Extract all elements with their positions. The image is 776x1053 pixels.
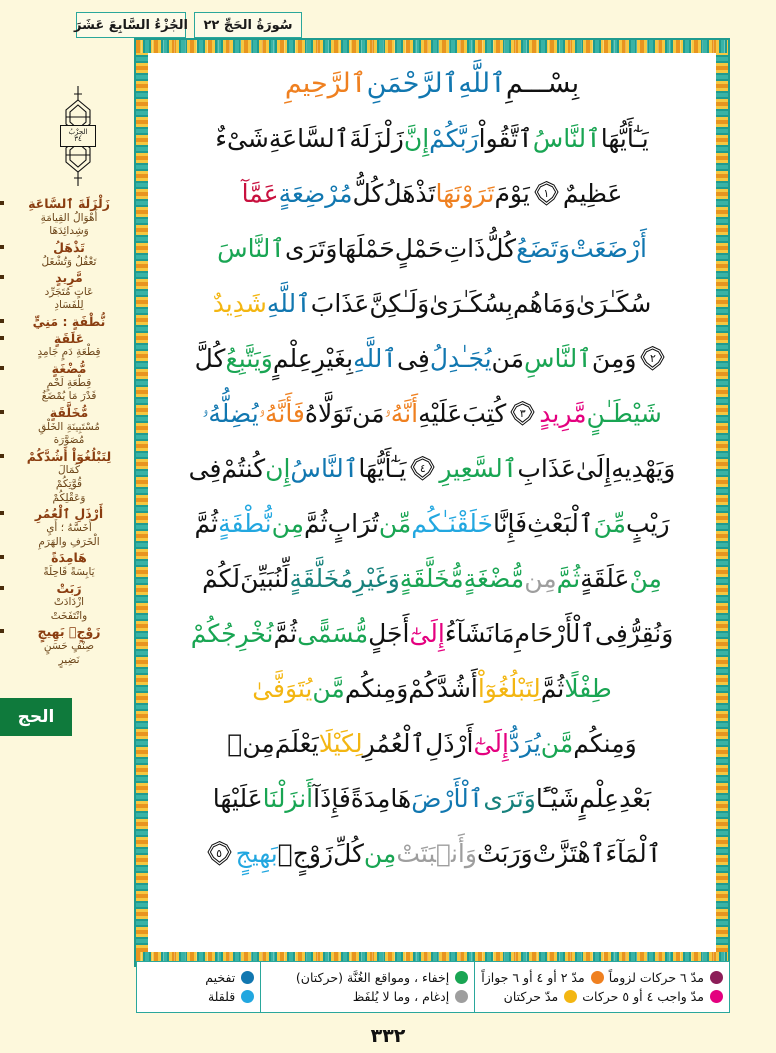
glossary-term: لِتَبْلُغُوٓاْ أَشُدَّكُمْ [8,449,130,465]
quran-verse-line [152,221,712,276]
hizb-ornament [56,84,100,188]
quran-word-span: بِسْـــمِ [505,67,580,99]
glossary-entry [8,361,130,404]
quran-word-span: ٱلنَّاسِ [523,344,592,373]
quran-word-span: حَمْلَهَا [337,234,395,263]
quran-word-span: فَإِذَآ [313,784,351,813]
quran-word-span: ذَاتِ [443,234,486,263]
quran-verse-line [152,111,712,166]
quran-word-span: وَمِنكُم [344,674,409,703]
quran-word-span: زَوْجٍۭ [277,839,334,868]
quran-word-span: مِنْ [629,564,662,593]
quran-verse-line [152,276,712,331]
quran-word-span: ٱللَّهِ [353,344,398,373]
quran-word-span: مِّن [378,509,412,538]
quran-word-span: كُلِّ [333,839,364,868]
madd-wajib-color-dot [710,990,723,1003]
quran-verse-line [152,661,712,716]
quran-word-span: ٱلْأَرْضَ [411,784,484,813]
quran-word-span: كُتِبَ [462,399,507,428]
quran-word-span: مِّنَ [593,509,626,538]
quran-word-span: عِلْمٍ [579,784,620,813]
frame-band-top [136,40,728,53]
quran-verse-line [152,331,712,386]
glossary-definition-line: كَمَالَ [58,464,80,477]
glossary-term: هَامِدَةً [8,550,130,566]
glossary-definition-line: قَدْرَ مَا يُمْضَغُ [41,390,97,403]
quran-word-span: أَشُدَّكُمْ [408,674,478,703]
quran-verse-line [152,166,712,221]
quran-word-span: عَذَابَ [310,289,370,318]
glossary-definition-line: قِطْعَةِ دَمٍ جَامِدٍ [37,346,101,359]
legend-column-madd-permissible [475,962,729,1012]
quran-word-span: ٱهْتَزَّتْ [532,839,606,868]
quran-word-span: ٱللَّهِ [458,67,506,99]
quran-word-span: شَدِيدٌ [212,289,267,318]
glossary-definition-line: قُوَّتِكُمْ [55,478,83,491]
quran-word-span: عَلَيْهِ [418,399,463,428]
quran-word-span: فِى [595,619,628,648]
quran-word-span: مَّن [540,729,574,758]
glossary-entry [8,331,130,360]
glossary-term: زَوْجٍۭ بَهِيجٍ [8,624,130,640]
quran-word-span: مُخَلَّقَةٍ [289,564,354,593]
glossary-definition-line: عَاتٍ مُتَجَرِّد [44,285,94,298]
quran-word-span: كُلُّ [352,179,384,208]
glossary-definition-line: قِطْعَةِ لَحْمٍ [46,376,92,389]
ayah-number-text: ٤ [419,462,426,475]
glossary-definition-line: لِلفَسَادِ [54,299,84,312]
quran-word-span: ثُمَّ [540,674,565,703]
quran-word-span: ٱلرَّحِيمِ [284,67,367,99]
quran-word-span: كُلُّ [485,234,517,263]
surah-title-label: سُورَةُ الحَجِّ ٢٢ [194,12,302,38]
glossary-entry [8,405,130,448]
glossary-term: نُّطْفَةٍ : مَنِيٍّ [8,314,130,330]
bismillah-line [152,55,712,111]
quran-word-span: يَـٰٓأَيُّهَا [358,454,407,483]
glossary-definition-line: مُصَوَّرَة [53,434,85,447]
quran-word-span: لَكُمْ [202,564,241,593]
quran-word-span: عَلَيْهَا [212,784,263,813]
frame-band-left [136,53,148,952]
glossary-entry [8,449,130,506]
legend-row [481,989,723,1004]
quran-word-span: ٱلْبَعْثِ [527,509,594,538]
ikhfa-ghunnah-color-dot [455,971,468,984]
quran-word-span: بَعْدِ [619,784,652,813]
glossary-term: مُّخَلَّقَةٍ [8,405,130,421]
hizb-word: الحِزْبُ [68,127,88,136]
quran-word-span: شَىْءٌ [215,124,269,153]
quran-word-span: نَشَآءُ [444,619,494,648]
quran-word-span: هُم [512,289,543,318]
quran-word-span: يُتَوَفَّىٰ [252,674,313,703]
legend-item-label: مدّ واجب ٤ أو ٥ حركات [582,989,704,1004]
quran-word-span: عِلْمٍ [272,344,313,373]
quran-verse-line [152,551,712,606]
glossary-term: رَبَتْ [8,581,130,597]
legend-item-tafkheem [143,970,254,985]
quran-word-span: خَلَقْنَـٰكُم [411,509,493,538]
quran-verse-line [152,386,712,441]
quran-word-span: يُرَدُّ [508,729,541,758]
legend-item-ikhfa-ghunnah [267,970,468,985]
glossary-term: زَلْزَلَةَ ٱلسَّاعَةِ [8,196,130,212]
quran-word-span: وَتَرَى [483,784,536,813]
quran-text-area [152,55,712,950]
quran-word-span: إِلَىٰ [575,454,612,483]
quran-word-span: ٱلنَّاسُ [532,124,601,153]
legend-item-label: مدّ ٦ حركات لزوماً [608,970,704,985]
ayah-number-marker [639,345,666,372]
quran-word-span: وَنُقِرُّ [627,619,674,648]
quran-word-span: إِلَىٰٓ [473,729,509,758]
legend-item-label: تفخيم [205,970,236,985]
quran-word-span: أَنزَلْنَا [262,784,314,813]
quran-word-span: مَن [352,399,385,428]
quran-verse-line [152,496,712,551]
glossary-definition-line: نَضِيرٍ [58,653,80,666]
quran-word-span: مِن [271,509,304,538]
madd-6-obligatory-color-dot [710,971,723,984]
quran-word-span: مِنۢ [227,729,275,758]
madd-permissible-color-dot [591,971,604,984]
quran-word-span: بِغَيْرِ [312,344,354,373]
ayah-number-marker [206,840,233,867]
quran-word-span: فِى [188,454,222,483]
quran-word-span: وَلَـٰكِنَّ [369,289,430,318]
quran-word-span: تَرَوْنَهَا [435,179,495,208]
quran-word-span: شَيْـًٔا [535,784,580,813]
glossary-entry [8,314,130,330]
quran-verse-line [152,826,712,881]
quran-word-span: هَامِدَةً [350,784,412,813]
quran-word-span: وَأَنۢبَتَتْ [396,839,477,868]
quran-word-span: زَلْزَلَةَ [349,124,404,153]
glossary-term: أَرْذَلِ ٱلْعُمُرِ [8,506,130,522]
quran-word-span: تَوَلَّاهُ [304,399,353,428]
glossary-definition-line: وَشِدائِدَهَا [49,225,89,238]
quran-word-span: نُّطْفَةٍ [218,509,272,538]
quran-word-span: ٱلْمَآءَ [605,839,662,868]
glossary-definition-line: أَهْوَالُ القِيامَةِ [40,211,98,224]
page-number: ٣٣٢ [370,1025,406,1047]
quran-word-span: شَيْطَـٰنٍ [586,399,662,428]
legend-item-madd-wajib [582,989,723,1004]
quran-word-span: مَّن [312,674,345,703]
quran-word-span: أَجَلٍ [368,619,410,648]
legend-item-label: مدّ حركتان [503,989,559,1004]
quran-word-span: وَتَرَى [285,234,338,263]
glossary-definition-line: صِنْفٍ حَسَنٍ [43,640,95,653]
quran-word-span: وَيَتَّبِعُ [225,344,273,373]
quran-word-span: رَيْبٍ [625,509,670,538]
legend-column-ghunnah [261,962,475,1012]
glossary-entry [8,270,130,313]
quran-word-span: فَأَنَّهُۥ [258,399,305,428]
quran-word-span: مِن [363,839,397,868]
quran-word-span: وَمِنكُم [573,729,637,758]
quran-word-span: إِن [265,454,291,483]
quran-word-span: كُلَّ [194,344,226,373]
quran-word-span: وَمِنَ [591,344,637,373]
legend-item-label: إدغام ، وما لا يُلفَظ [352,989,450,1004]
glossary-entry [8,550,130,579]
quran-word-span: ثُمَّ [194,509,219,538]
glossary-definition-line: يَابِسَةً قَاحِلَةً [43,565,95,578]
quran-word-span: ٱلنَّاسُ [290,454,359,483]
juz-label: الجُزْءُ السَّابِعَ عَشَرَ [76,12,186,38]
quran-word-span: مَن [491,344,524,373]
legend-item-qalqalah [143,989,254,1004]
glossary-entry [8,581,130,624]
quran-word-span: ٱلنَّاسَ [217,234,286,263]
legend-item-idgham-silent [267,989,468,1004]
legend-item-label: إخفاء ، ومواقع الغُنَّة (حركتان) [295,970,450,985]
quran-word-span: عَذَابِ [517,454,576,483]
quran-word-span: ٱلْأَرْحَامِ [514,619,596,648]
quran-word-span: ٱللَّهِ [266,289,311,318]
madd-2-harakat-color-dot [564,990,577,1003]
legend-item-madd-permissible [481,970,603,985]
ayah-number-marker [533,180,560,207]
quran-word-span: عَظِيمٌ [562,179,623,208]
quran-word-span: مُّضْغَةٍ [463,564,525,593]
quran-word-span: مَا [493,619,515,648]
quran-word-span: يَـٰٓأَيُّهَا [600,124,649,153]
quran-word-span: أَنَّهُۥ [384,399,419,428]
ayah-number-text: ١ [543,187,550,200]
quran-verse-line [152,716,712,771]
glossary-definition-line: تَغْفُلُ وَتُشْغَلُ [41,255,97,268]
legend-item-label: قلقلة [207,989,236,1004]
quran-word-span: إِلَىٰٓ [409,619,445,648]
legend-item-label: مدّ ٢ أو ٤ أو ٦ جوازاً [481,970,585,985]
tafkheem-color-dot [241,971,254,984]
glossary-entry [8,624,130,667]
glossary-entry [8,196,130,239]
glossary-sidebar [8,196,130,668]
quran-word-span: مُّخَلَّقَةٍ [399,564,464,593]
quran-word-span: وَغَيْرِ [353,564,400,593]
legend-item-madd-2-harakat [504,989,578,1004]
glossary-definition-line: وَعَقْلِكُمْ [52,491,86,504]
glossary-definition-line: وانْتَفَخَتْ [50,609,88,622]
glossary-definition-line: الْخَرَفِ والهَرَمِ [38,535,100,548]
quran-word-span: يُضِلُّهُۥ [202,399,259,428]
quran-word-span: ٱلسَّعِيرِ [439,454,518,483]
quran-word-span: ٱلْعُمُرِ [362,729,426,758]
quran-word-span: رَبَّكُمْ [429,124,479,153]
glossary-entry [8,240,130,269]
quran-word-span: أَرْذَلِ [425,729,474,758]
quran-verse-line [152,441,712,496]
quran-word-span: وَرَبَتْ [476,839,533,868]
surah-side-tab[interactable] [0,698,72,736]
quran-word-span: حَمْلٍ [394,234,444,263]
quran-word-span: يُجَـٰدِلُ [429,344,492,373]
quran-word-span: لِّنُبَيِّنَ [240,564,290,593]
quran-word-span: تُرَابٍ [327,509,379,538]
glossary-entry [8,506,130,549]
glossary-definition-line: أَخَسَّهُ ؛ أَيِ [46,521,92,534]
glossary-definition-line: ازْدَادَتْ [53,596,85,609]
quran-word-span: سُكَـٰرَىٰ [575,289,652,318]
tajweed-legend [136,961,730,1013]
quran-word-span: مَّرِيدٍ [539,399,587,428]
quran-word-span: أَرْضَعَتْ [570,234,647,263]
ayah-number-text: ٣ [519,407,526,420]
quran-verse-line [152,606,712,661]
quran-word-span: نُخْرِجُكُمْ [190,619,274,648]
quran-word-span: عَمَّآ [241,179,279,208]
quran-word-span: يَوْمَ [494,179,530,208]
ayah-number-text: ٥ [216,847,223,860]
quran-word-span: بَهِيجٍ [235,839,278,868]
quran-word-span: ثُمَّ [556,564,581,593]
quran-word-span: طِفْلًا [564,674,612,703]
quran-word-span: مُرْضِعَةٍ [278,179,353,208]
quran-word-span: عَلَقَةٍ [580,564,630,593]
quran-word-span: تَذْهَلُ [383,179,436,208]
quran-word-span: ٱتَّقُواْ [478,124,533,153]
quran-word-span: ٱلسَّاعَةِ [268,124,350,153]
quran-word-span: وَيَهْدِيهِ [611,454,676,483]
legend-column-other [137,962,261,1012]
quran-word-span: مُّسَمًّى [297,619,369,648]
quran-word-span: فَإِنَّا [492,509,528,538]
quran-word-span: ثُمَّ [273,619,298,648]
quran-word-span: كُنتُمْ [221,454,266,483]
quran-word-span: ٱلرَّحْمَنِ [366,67,459,99]
legend-item-madd-6-obligatory [609,970,723,985]
frame-band-right [716,53,728,952]
quran-word-span: وَتَضَعُ [516,234,571,263]
quran-word-span: بِسُكَـٰرَىٰ [429,289,513,318]
surah-side-tab-label: الحج [17,707,55,727]
legend-row [481,970,723,985]
quran-word-span: مِن [524,564,557,593]
glossary-term: تَذْهَلُ [8,240,130,256]
ayah-number-text: ٢ [649,352,656,365]
text-frame [134,38,730,967]
glossary-term: مُّضْغَةٍ [8,361,130,377]
ayah-number-marker [409,455,436,482]
quran-word-span: لِتَبْلُغُوٓاْ [477,674,541,703]
quran-word-span: يَعْلَمَ [274,729,319,758]
ayah-number-marker [509,400,536,427]
glossary-term: مَّرِيدٍ [8,270,130,286]
quran-word-span: ثُمَّ [304,509,328,538]
idgham-silent-color-dot [455,990,468,1003]
quran-word-span: لِكَيْلَا [318,729,363,758]
hizb-number: ٣٤ [74,135,82,143]
hizb-number-box [60,125,96,147]
quran-word-span: وَمَا [542,289,576,318]
glossary-term: عَلَقَةٍ [8,331,130,347]
glossary-definition-line: مُسْتَبِينَةِ الخَلْقِ [38,420,100,433]
quran-word-span: إِنَّ [403,124,430,153]
quran-word-span: فِى [397,344,430,373]
quran-verse-line [152,771,712,826]
qalqalah-color-dot [241,990,254,1003]
